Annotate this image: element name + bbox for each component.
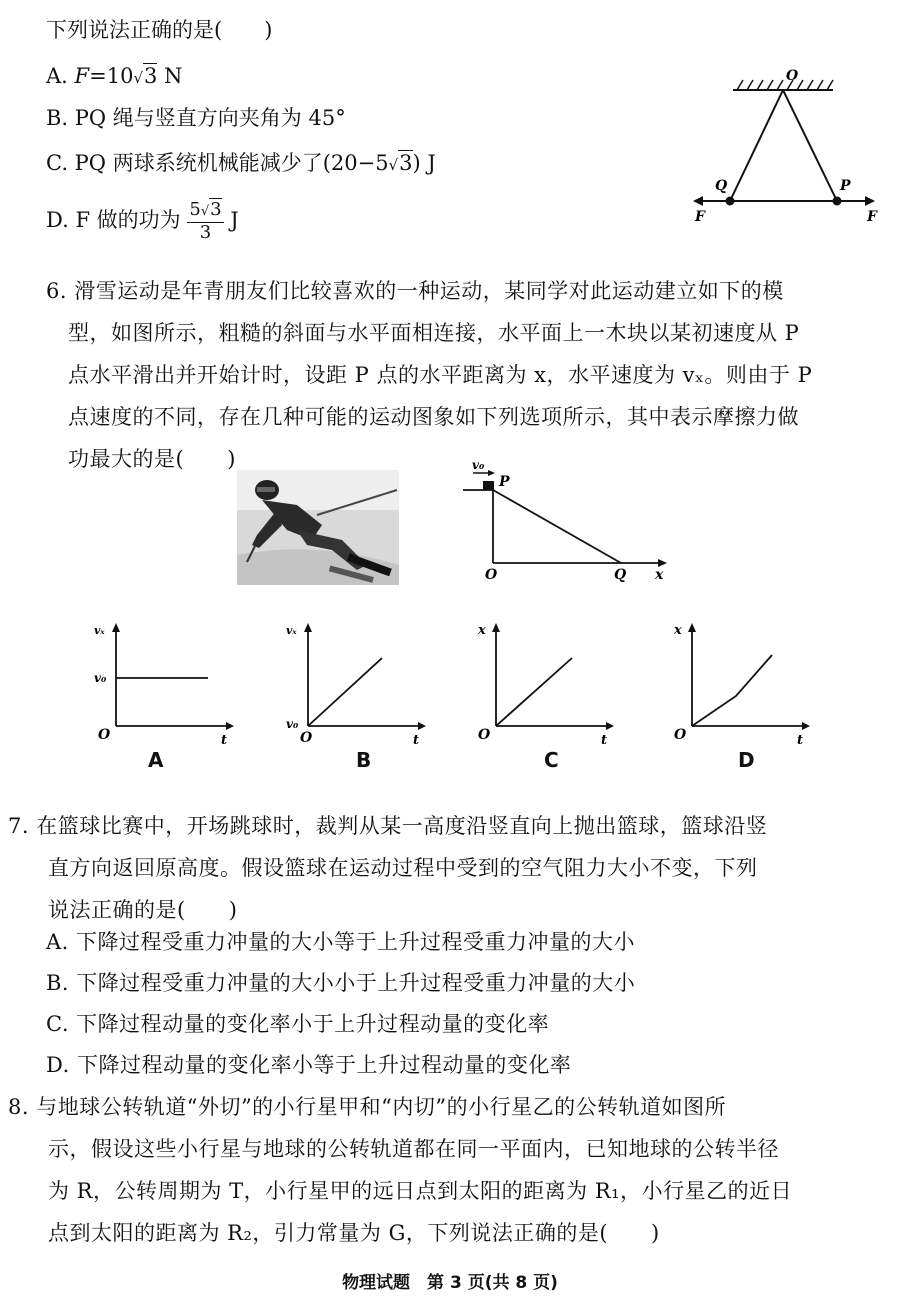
q5-option-c: C. PQ 两球系统机械能减少了(20−5√3) J [46,151,436,175]
q5-stem: 下列说法正确的是( ) [46,18,273,42]
origin-label: O [300,730,313,746]
label-x: x [655,567,664,583]
option-a-label: A [148,748,164,772]
label-O: O [485,567,498,583]
fraction: $\frac{5√3}{3}$ [189,199,222,243]
q5-option-b: B. PQ 绳与竖直方向夹角为 45° [46,106,346,130]
q7-options [46,922,886,1086]
label-O: O [786,68,799,84]
axis-label-y: vₓ [94,624,105,637]
q6-stem: 6. 滑雪运动是年青朋友们比较喜欢的一种运动，某同学对此运动建立如下的模 型，如图所示，粗糙的斜面与水平面相连接，水平面上一木块以某初速度从 P 点水平滑出并开始计时，设距 P 点的水平距离为 x，水平速度为 vₓ。则由于 P 点速度的不同，存在几种可能的运动图象如下列选项所示，其中表示摩擦力做 功最大的是( ) [46,279,813,471]
label-P: P [499,474,510,490]
y-mark: v₀ [286,717,299,731]
slope-diagram [455,455,675,585]
axis-label-y: x [674,623,682,638]
skier-photo [237,470,399,585]
q7-option-c: C. 下降过程动量的变化率小于上升过程动量的变化率 [46,1012,550,1036]
option-c-label: C [544,748,559,772]
axis-label-x: t [221,733,228,748]
origin-label: O [478,727,491,743]
label-P: P [840,178,851,194]
q7-option-b: B. 下降过程受重力冲量的大小小于上升过程受重力冲量的大小 [46,971,636,995]
q5-option-a: A. F=10√3 N [46,64,183,88]
graph-option-d [666,618,816,748]
axis-label-y: x [478,623,486,638]
graph-option-a [90,618,240,748]
axis-label-x: t [797,733,804,748]
option-b-label: B [356,748,372,772]
label-F-left: F [695,209,705,225]
q7-option-d: D. 下降过程动量的变化率小等于上升过程动量的变化率 [46,1053,572,1077]
page-footer: 物理试题 第 3 页(共 8 页) [342,1273,558,1293]
q5-option-d: D. F 做的功为 $\frac{5√3}{3}$ J [46,199,239,243]
origin-label: O [98,727,111,743]
axis-label-y: vₓ [286,624,297,637]
origin-label: O [674,727,687,743]
axis-label-x: t [413,733,420,748]
q8-stem: 8. 与地球公转轨道“外切”的小行星甲和“内切”的小行星乙的公转轨道如图所 示，假设这些小行星与地球的公转轨道都在同一平面内，已知地球的公转半径 为 R，公转周期为 T，小行星甲的远日点到太阳的距离为 R₁，小行星乙的近日 点到太阳的距离为 R₂，引力常量为 G，下列说法正确的是( ) [8,1095,793,1245]
q7-option-a: A. 下降过程受重力冲量的大小等于上升过程受重力冲量的大小 [46,930,636,954]
q7-stem: 7. 在篮球比赛中，开场跳球时，裁判从某一高度沿竖直向上抛出篮球，篮球沿竖 直方向返回原高度。假设篮球在运动过程中受到的空气阻力大小不变，下列 说法正确的是( ) [8,814,768,922]
graph-option-b [282,618,432,748]
label-Q: Q [614,567,627,583]
y-mark: v₀ [94,671,107,685]
axis-label-x: t [601,733,608,748]
q5-force-diagram [685,62,885,227]
label-v0: v₀ [472,458,485,472]
label-Q: Q [715,178,728,194]
graph-option-c [470,618,620,748]
label-F-right: F [867,209,877,225]
option-d-label: D [738,748,755,772]
